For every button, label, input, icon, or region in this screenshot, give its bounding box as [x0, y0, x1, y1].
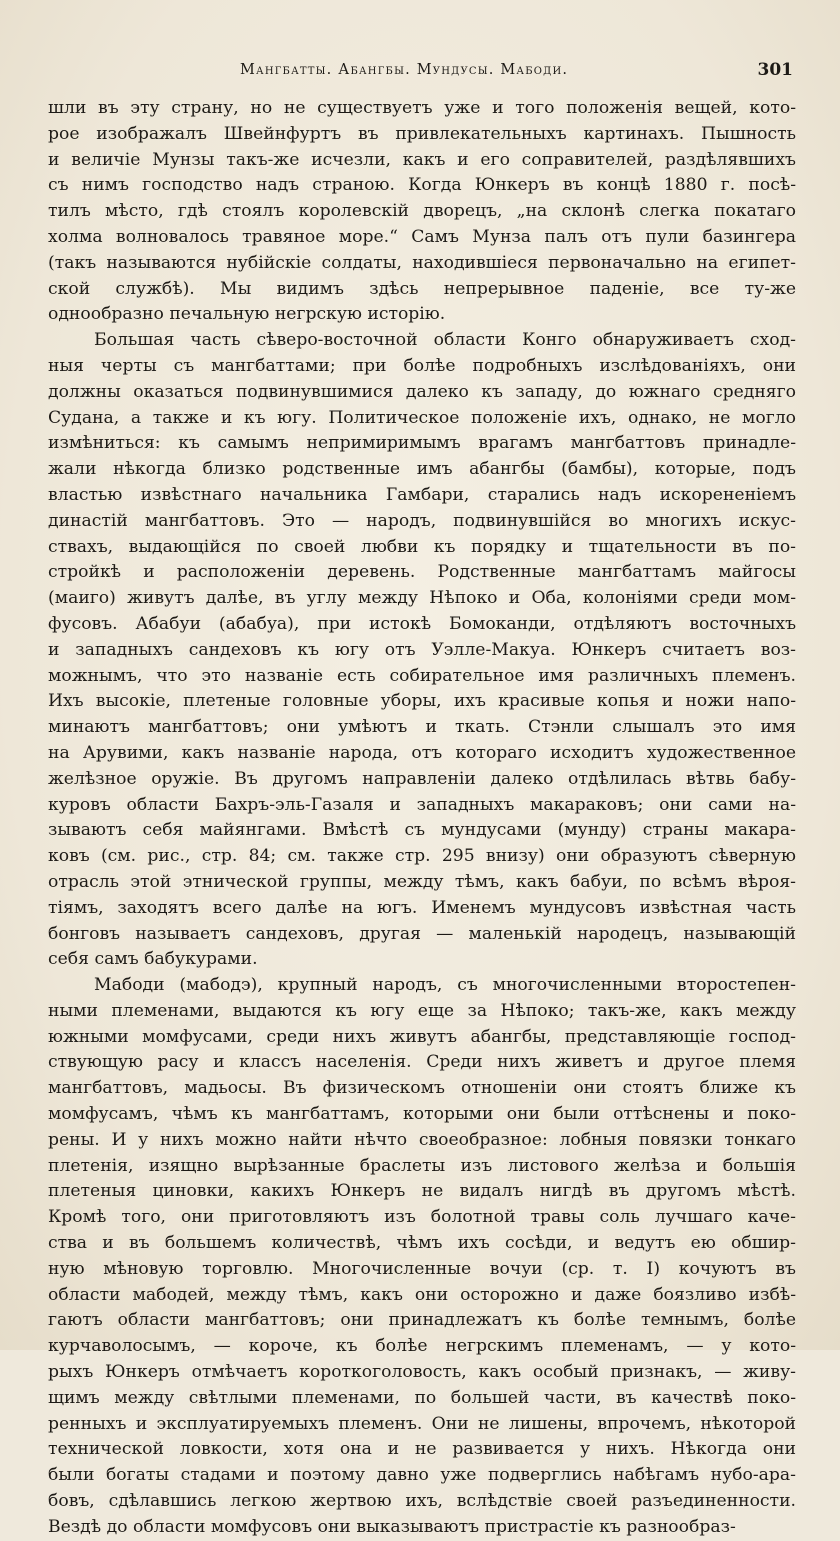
text-line: Большая часть сѣверо-восточной области Конго обнаруживаетъ сход-	[94, 330, 796, 351]
text-line: Ихъ высокіе, плетеные головные уборы, ихъ красивые копья и ножи напо-	[48, 691, 796, 712]
text-line: и величіе Мунзы такъ-же исчезли, какъ и его соправителей, раздѣлявшихъ	[48, 149, 796, 170]
text-line: съ нимъ господство надъ страною. Когда Юнкеръ въ концѣ 1880 г. посѣ-	[48, 175, 796, 196]
text-line: Кромѣ того, они приготовляютъ изъ болотной травы соль лучшаго каче-	[48, 1207, 796, 1228]
text-line: холма волновалось травяное море.“ Самъ Мунза палъ отъ пули базингера	[48, 226, 796, 247]
text-line: рое изображалъ Швейнфуртъ въ привлекательныхъ картинахъ. Пышность	[48, 123, 796, 144]
text-line: момфусамъ, чѣмъ къ мангбаттамъ, которыми они были оттѣснены и поко-	[48, 1104, 796, 1125]
text-line: отрасль этой этнической группы, между тѣмъ, какъ бабуи, по всѣмъ вѣроя-	[48, 871, 796, 892]
text-line: плетеныя циновки, какихъ Юнкеръ не видалъ нигдѣ въ другомъ мѣстѣ.	[48, 1181, 796, 1202]
text-line: гаютъ области мангбаттовъ; они принадлежатъ къ болѣе темнымъ, болѣе	[48, 1310, 796, 1331]
text-line: ную мѣновую торговлю. Многочисленные вочуи (ср. т. I) кочуютъ въ	[48, 1258, 796, 1279]
running-head: Мангбатты. Абангбы. Мундусы. Мабоди.	[240, 62, 569, 78]
page-number: 301	[757, 60, 793, 80]
text-line: минаютъ мангбаттовъ; они умѣютъ и ткать. Стэнли слышалъ это имя	[48, 717, 796, 738]
page-header	[100, 62, 795, 86]
text-line: щимъ между свѣтлыми племенами, по большей части, въ качествѣ поко-	[48, 1387, 796, 1408]
text-line: ствующую расу и классъ населенія. Среди нихъ живетъ и другое племя	[48, 1052, 796, 1073]
text-line: стройкѣ и расположеніи деревень. Родственные мангбаттамъ майгосы	[48, 562, 796, 583]
text-line: (такъ называются нубійскіе солдаты, находившіеся первоначально на египет-	[48, 252, 796, 273]
paragraph	[48, 96, 796, 328]
text-line: курчаволосымъ, — короче, къ болѣе негрскимъ племенамъ, — у кото-	[48, 1336, 796, 1357]
text-line: ными племенами, выдаются къ югу еще за Нѣпоко; такъ-же, какъ между	[48, 1000, 796, 1021]
text-line: Судана, а также и къ югу. Политическое положеніе ихъ, однако, не могло	[48, 407, 796, 428]
text-line: ствахъ, выдающійся по своей любви къ порядку и тщательности въ по-	[48, 536, 796, 557]
text-line: Вездѣ до области момфусовъ они выказываютъ пристрастіе къ разнообраз-	[48, 1516, 736, 1537]
text-line: однообразно печальную негрскую исторію.	[48, 304, 446, 325]
text-line: бонговъ называетъ сандеховъ, другая — маленькій народецъ, называющій	[48, 923, 796, 944]
text-line: желѣзное оружіе. Въ другомъ направленіи далеко отдѣлилась вѣтвь бабу-	[48, 768, 796, 789]
body-text	[48, 96, 796, 1541]
text-line: области мабодей, между тѣмъ, какъ они осторожно и даже боязливо избѣ-	[48, 1284, 796, 1305]
text-line: были богаты стадами и поэтому давно уже подверглись набѣгамъ нубо-ара-	[48, 1465, 796, 1486]
text-line: себя самъ бабукурами.	[48, 949, 258, 970]
text-line: ковъ (см. рис., стр. 84; см. также стр. 295 внизу) они образуютъ сѣверную	[48, 846, 796, 867]
text-line: (маиго) живутъ далѣе, въ углу между Нѣпоко и Оба, колоніями среди мом-	[48, 588, 796, 609]
text-line: зываютъ себя майянгами. Вмѣстѣ съ мундусами (мунду) страны макара-	[48, 820, 796, 841]
text-line: тіямъ, заходятъ всего далѣе на югъ. Именемъ мундусовъ извѣстная часть	[48, 897, 796, 918]
text-line: фусовъ. Абабуи (абабуа), при истокѣ Бомоканди, отдѣляютъ восточныхъ	[48, 613, 796, 634]
text-line: ства и въ большемъ количествѣ, чѣмъ ихъ сосѣди, и ведутъ ею обшир-	[48, 1233, 796, 1254]
paragraph	[48, 328, 796, 973]
text-line: можнымъ, что это названіе есть собирательное имя различныхъ племенъ.	[48, 665, 796, 686]
text-line: властью извѣстнаго начальника Гамбари, старались надъ искорененіемъ	[48, 484, 796, 505]
text-line: измѣниться: къ самымъ непримиримымъ врагамъ мангбаттовъ принадле-	[48, 433, 796, 454]
text-line: ныя черты съ мангбаттами; при болѣе подробныхъ изслѣдованіяхъ, они	[48, 355, 796, 376]
text-line: шли въ эту страну, но не существуетъ уже и того положенія вещей, кото-	[48, 98, 796, 118]
text-line: династій мангбаттовъ. Это — народъ, подвинувшійся во многихъ искус-	[48, 510, 796, 531]
text-line: бовъ, сдѣлавшись легкою жертвою ихъ, вслѣдствіе своей разъединенности.	[48, 1491, 796, 1512]
text-line: ренныхъ и эксплуатируемыхъ племенъ. Они не лишены, впрочемъ, нѣкоторой	[48, 1413, 796, 1434]
text-line: мангбаттовъ, мадьосы. Въ физическомъ отношеніи они стоятъ ближе къ	[48, 1078, 796, 1099]
text-line: рены. И у нихъ можно найти нѣчто своеобразное: лобныя повязки тонкаго	[48, 1129, 796, 1150]
text-line: рыхъ Юнкеръ отмѣчаетъ короткоголовость, какъ особый признакъ, — живу-	[48, 1362, 796, 1383]
text-line: на Арувими, какъ названіе народа, отъ котораго исходитъ художественное	[48, 742, 796, 763]
text-line: жали нѣкогда близко родственные имъ абангбы (бамбы), которые, подъ	[48, 459, 796, 480]
text-line: Мабоди (мабодэ), крупный народъ, съ многочисленными второстепен-	[94, 975, 796, 996]
text-line: должны оказаться подвинувшимися далеко къ западу, до южнаго средняго	[48, 381, 796, 402]
text-line: тилъ мѣсто, гдѣ стоялъ королевскій дворецъ, „на склонѣ слегка покатаго	[48, 201, 796, 222]
text-line: плетенія, изящно вырѣзанные браслеты изъ листового желѣза и большія	[48, 1155, 796, 1176]
text-line: южными момфусами, среди нихъ живутъ абангбы, представляющіе господ-	[48, 1026, 796, 1047]
text-line: куровъ области Бахръ-эль-Газаля и западныхъ макараковъ; они сами на-	[48, 794, 796, 815]
text-line: и западныхъ сандеховъ къ югу отъ Уэлле-Макуа. Юнкеръ считаетъ воз-	[48, 639, 796, 660]
text-line: ской службѣ). Мы видимъ здѣсь непрерывное паденіе, все ту-же	[48, 278, 796, 299]
paragraph	[48, 973, 796, 1541]
text-line: технической ловкости, хотя она и не развивается у нихъ. Нѣкогда они	[48, 1439, 796, 1460]
